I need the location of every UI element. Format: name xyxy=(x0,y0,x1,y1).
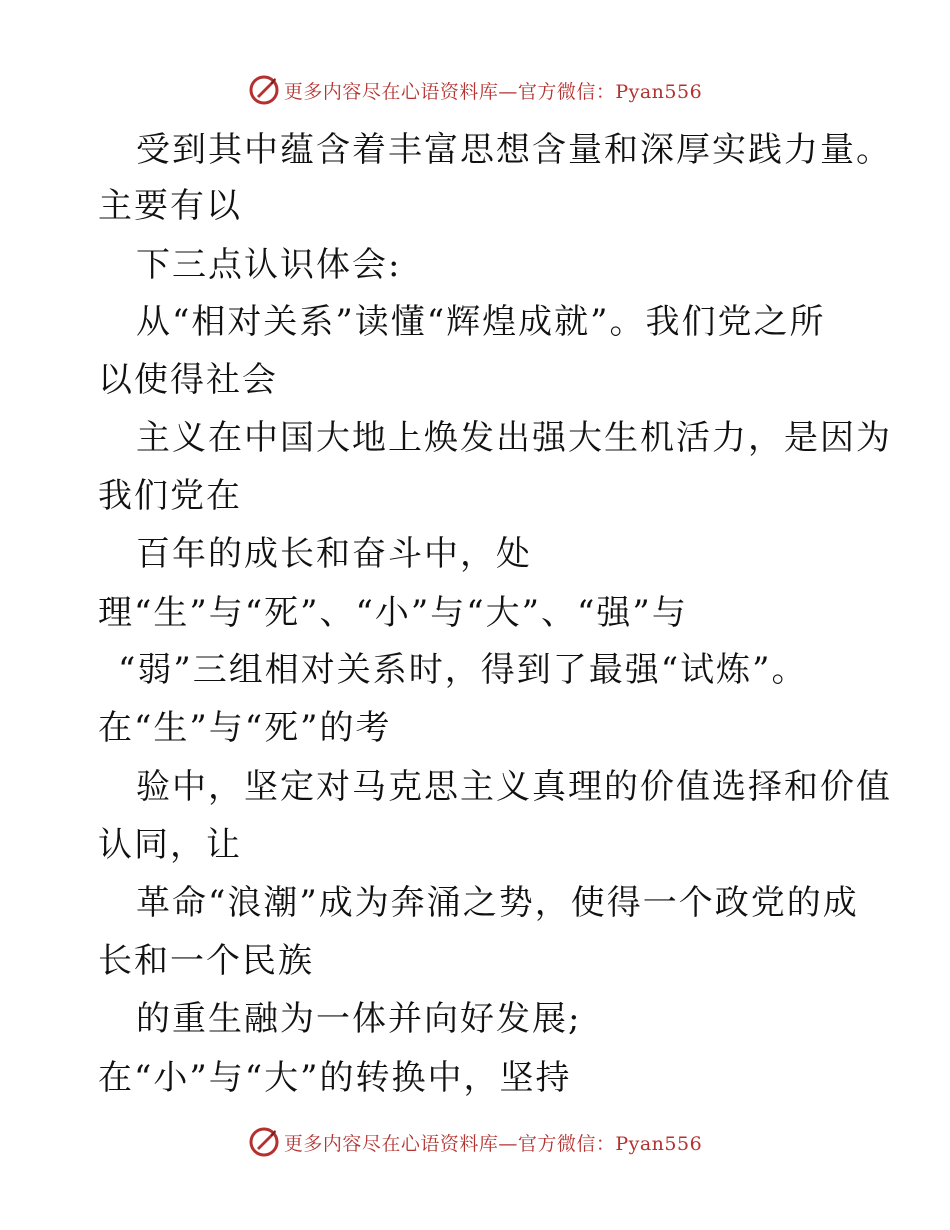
footer-watermark-banner xyxy=(0,1124,950,1160)
text-line: 我们党在 xyxy=(98,476,242,516)
text-line: 百年的成长和奋斗中，处 xyxy=(136,534,532,574)
text-line: “弱”三组相对关系时，得到了最强“试炼”。 xyxy=(118,650,808,690)
text-line: 长和一个民族 xyxy=(98,941,314,981)
footer-watermark-text: 更多内容尽在心语资料库—官方微信：Pyan556 xyxy=(283,1132,703,1155)
text-line: 下三点认识体会: xyxy=(136,245,402,285)
header-watermark-text: 更多内容尽在心语资料库—官方微信：Pyan556 xyxy=(283,80,703,103)
text-line: 验中，坚定对马克思主义真理的价值选择和价值 xyxy=(136,767,892,807)
quill-logo-icon xyxy=(248,1126,280,1158)
text-line: 主义在中国大地上焕发出强大生机活力，是因为 xyxy=(136,418,892,458)
header-watermark-banner xyxy=(0,72,950,108)
text-line: 在“小”与“大”的转换中，坚持 xyxy=(98,1058,572,1098)
text-line: 受到其中蕴含着丰富思想含量和深厚实践力量。 xyxy=(136,130,892,170)
quill-logo-icon xyxy=(248,74,280,106)
text-line: 的重生融为一体并向好发展; xyxy=(136,999,582,1039)
text-line: 以使得社会 xyxy=(98,360,278,400)
text-line: 主要有以 xyxy=(98,186,242,226)
text-line: 革命“浪潮”成为奔涌之势，使得一个政党的成 xyxy=(136,883,859,923)
text-line: 在“生”与“死”的考 xyxy=(98,708,392,748)
text-line: 理“生”与“死”、“小”与“大”、“强”与 xyxy=(98,593,688,633)
text-line: 从“相对关系”读懂“辉煌成就”。我们党之所 xyxy=(136,302,826,342)
text-line: 认同，让 xyxy=(98,825,242,865)
